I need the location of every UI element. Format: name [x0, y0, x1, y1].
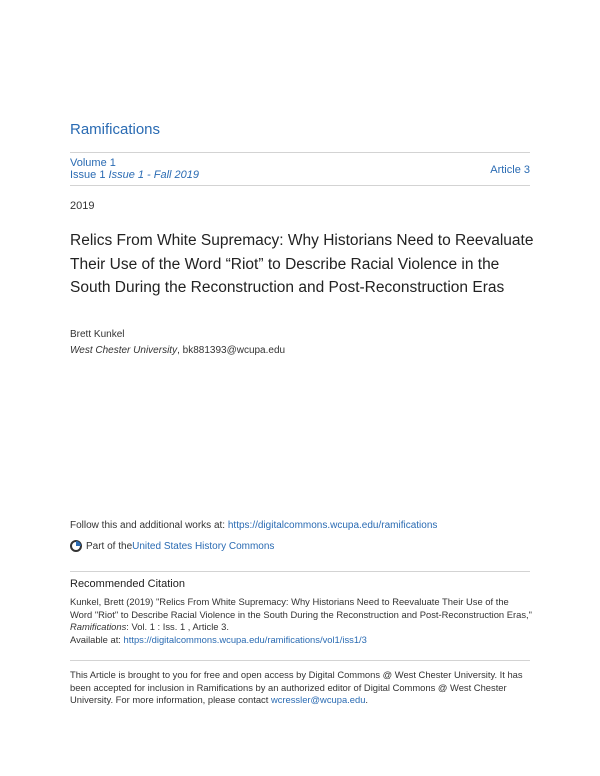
issue-number-link[interactable]: Issue 1 [70, 169, 106, 181]
part-of-line [70, 540, 274, 552]
open-access-icon [70, 540, 82, 552]
footer-end: . [365, 694, 369, 705]
citation-tail: : Vol. 1 : Iss. 1 , Article 3. [126, 621, 229, 632]
issue-title-link[interactable]: Issue 1 - Fall 2019 [108, 169, 200, 181]
follow-url-link[interactable]: https://digitalcommons.wcupa.edu/ramifications [227, 520, 438, 531]
publication-year: 2019 [70, 200, 95, 212]
part-of-prefix: Part of the [86, 540, 133, 552]
article-number-link[interactable]: Article 3 [490, 164, 530, 176]
citation-divider [70, 571, 530, 572]
recommended-citation-heading: Recommended Citation [70, 578, 185, 590]
article-title: Relics From White Supremacy: Why Historians Need to Reevaluate Their Use of the Word “Riot” to Describe Racial Violence in the South During the Reconstruction and Post-Reconstruction Eras [70, 232, 534, 296]
contact-email-link[interactable]: wcressler@wcupa.edu [270, 694, 366, 705]
author-affiliation [70, 345, 285, 356]
journal-title-link[interactable]: Ramifications [70, 121, 161, 138]
footer-notice [70, 669, 532, 707]
follow-line [70, 520, 437, 531]
author-name: Brett Kunkel [70, 329, 125, 340]
citation-journal: Ramifications [70, 621, 127, 632]
affiliation-institution: West Chester University [70, 345, 178, 356]
volume-issue-block [70, 157, 199, 181]
footer-divider [70, 660, 530, 661]
available-prefix: Available at: [70, 633, 124, 645]
volume-link[interactable]: Volume 1 [70, 157, 116, 169]
follow-prefix: Follow this and additional works at: [70, 520, 228, 531]
header-divider [70, 185, 530, 186]
footer-text: This Article is brought to you for free and open access by Digital Commons @ West Chester University. It has been accepted for inclusion in Ramifications by an authorized editor of Digital Commons @ West Chester University. For more information, please contact [70, 669, 523, 705]
top-divider [70, 152, 530, 153]
citation-main: Kunkel, Brett (2019) "Relics From White Supremacy: Why Historians Need to Reevaluate Their Use of the Word "Riot" to Describe Racial Violence in the South During the Reconstruction and Post-Reconstruction Eras," [70, 596, 532, 620]
available-url-link[interactable]: https://digitalcommons.wcupa.edu/ramifications/vol1/iss1/3 [123, 633, 367, 645]
commons-link[interactable]: United States History Commons [132, 540, 275, 552]
recommended-citation-text [70, 596, 532, 646]
author-email: , bk881393@wcupa.edu [177, 345, 286, 356]
